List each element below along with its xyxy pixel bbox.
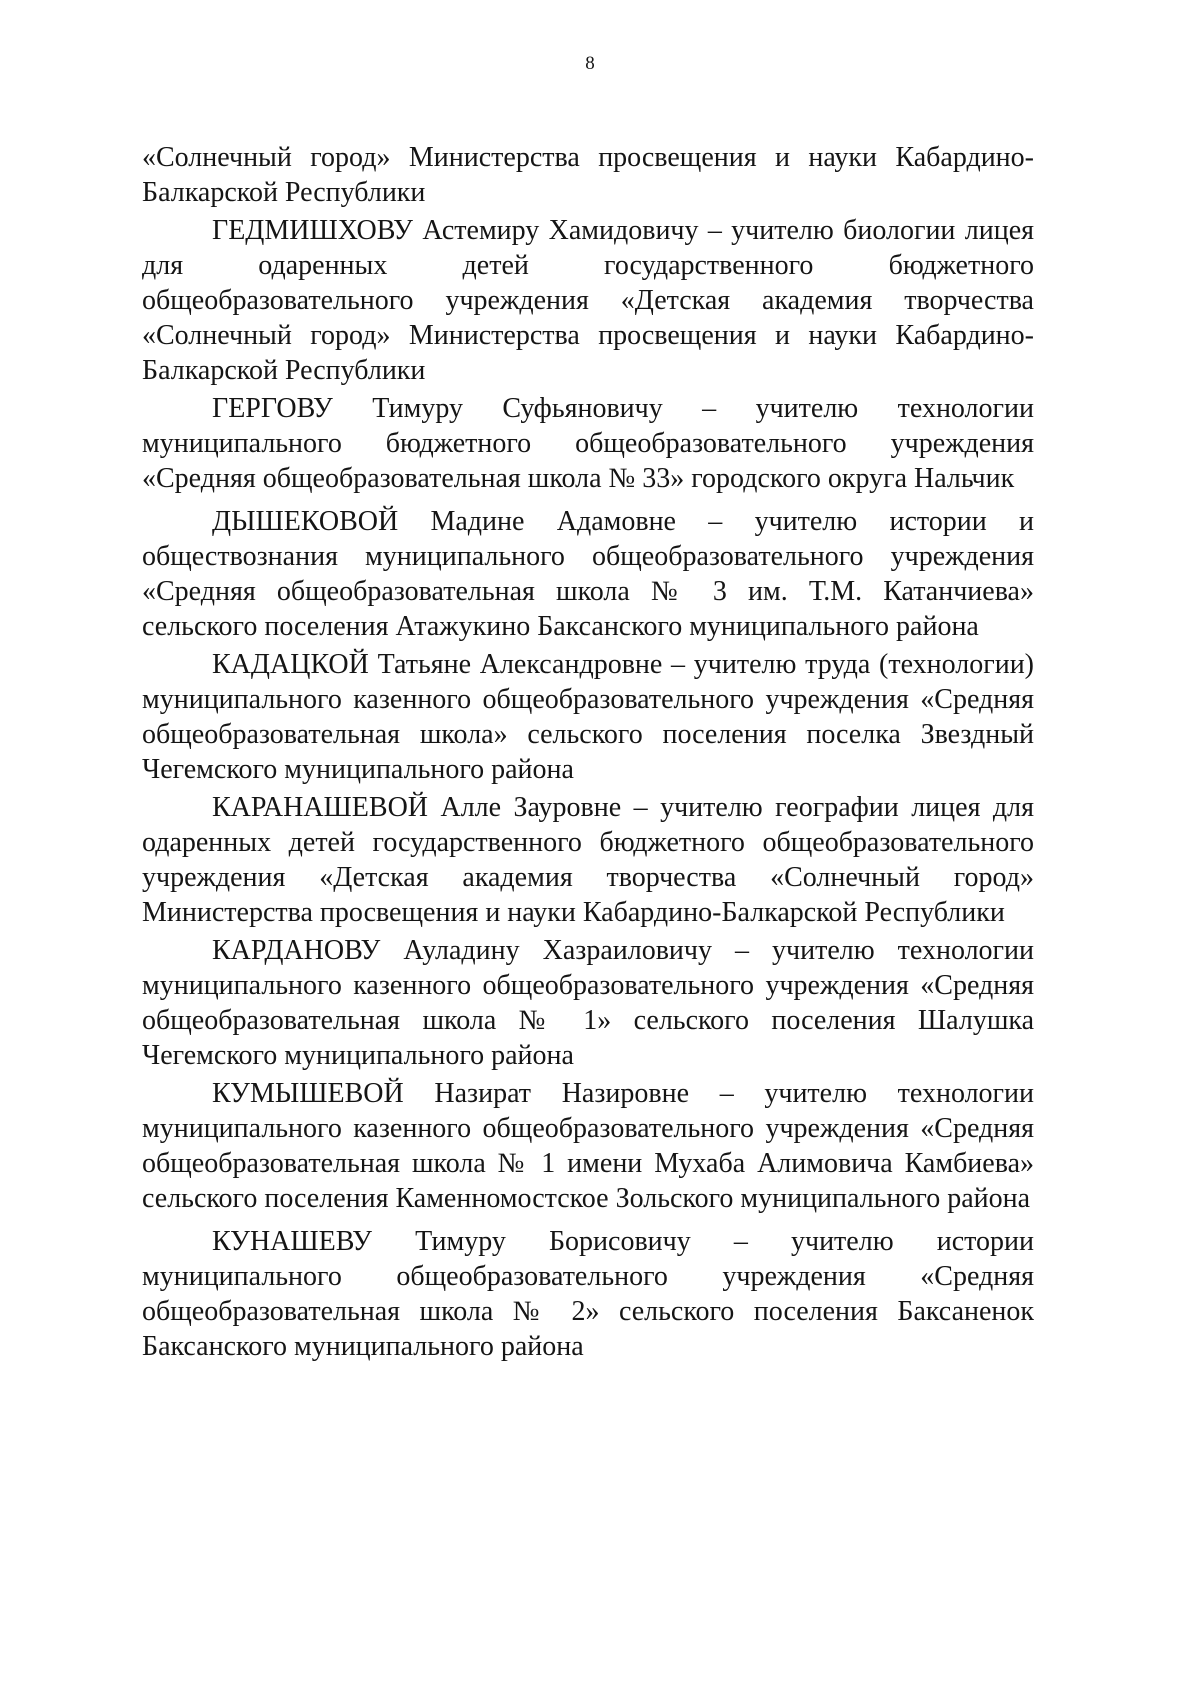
paragraph-kadatskaya: КАДАЦКОЙ Татьяне Александровне – учителю труда (технологии) муниципального казенного общеобразовательного учреждения «Средняя общеобразовательная школа» сельского поселения поселка Звездный Чегемского муниципального района (142, 649, 1034, 785)
paragraph-gergov: ГЕРГОВУ Тимуру Суфьяновичу – учителю технологии муниципального бюджетного общеобразовательного учреждения «Средняя общеобразовательная школа № 33» городского округа Нальчик (142, 393, 1034, 494)
paragraph-karanasheva: КАРАНАШЕВОЙ Алле Зауровне – учителю географии лицея для одаренных детей государственного бюджетного общеобразовательного учреждения «Детская академия творчества «Солнечный город» Министерства просвещения и науки Кабардино-Балкарской Республики (142, 792, 1034, 928)
paragraph-kardanov: КАРДАНОВУ Ауладину Хазраиловичу – учителю технологии муниципального казенного общеобразовательного учреждения «Средняя общеобразовательная школа № 1» сельского поселения Шалушка Чегемского муниципального района (142, 935, 1034, 1071)
document-body (142, 140, 1034, 1364)
paragraph-kumysheva: КУМЫШЕВОЙ Назират Назировне – учителю технологии муниципального казенного общеобразовательного учреждения «Средняя общеобразовательная школа № 1 имени Мухаба Алимовича Камбиева» сельского поселения Каменномостское Зольского муниципального района (142, 1078, 1034, 1214)
page-number: 8 (585, 53, 595, 74)
paragraph-continuation: «Солнечный город» Министерства просвещения и науки Кабардино-Балкарской Республики (142, 142, 1034, 208)
paragraph-kunashev: КУНАШЕВУ Тимуру Борисовичу – учителю истории муниципального общеобразовательного учреждения «Средняя общеобразовательная школа № 2» сельского поселения Баксаненок Баксанского муниципального района (142, 1226, 1034, 1362)
paragraph-dyshekova: ДЫШЕКОВОЙ Мадине Адамовне – учителю истории и обществознания муниципального общеобразовательного учреждения «Средняя общеобразовательная школа № 3 им. Т.М. Катанчиева» сельского поселения Атажукино Баксанского муниципального района (142, 506, 1034, 642)
paragraph-gedmishkhov: ГЕДМИШХОВУ Астемиру Хамидовичу – учителю биологии лицея для одаренных детей государственного бюджетного общеобразовательного учреждения «Детская академия творчества «Солнечный город» Министерства просвещения и науки Кабардино-Балкарской Республики (142, 215, 1034, 386)
